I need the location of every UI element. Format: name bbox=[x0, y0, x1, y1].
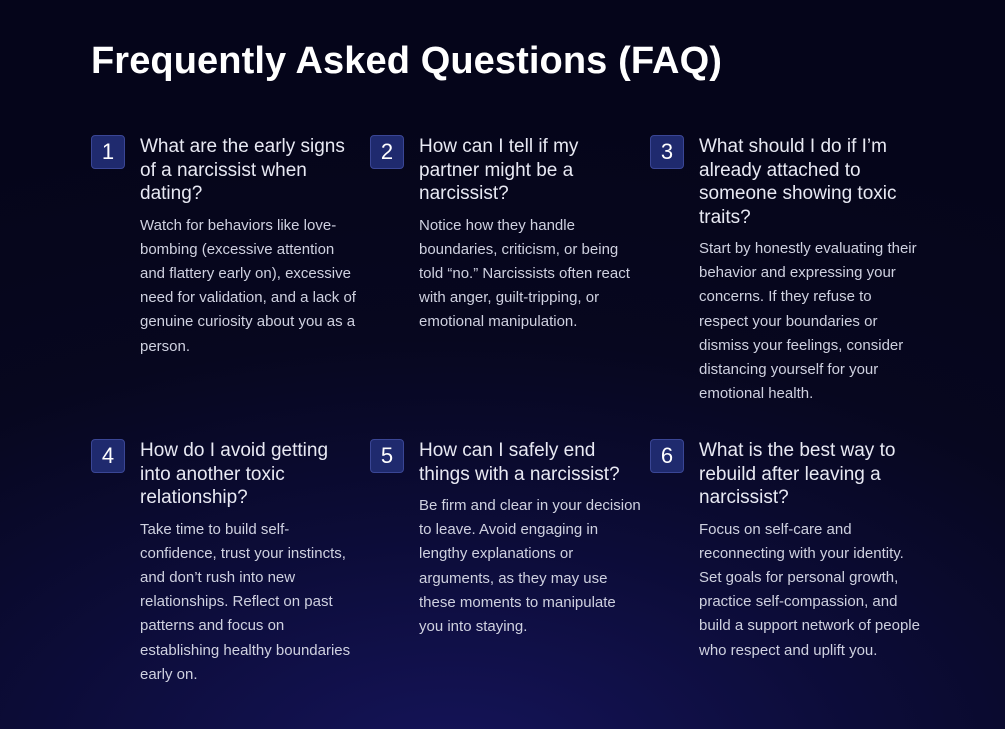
faq-number-badge: 2 bbox=[370, 135, 404, 169]
faq-answer: Focus on self-care and reconnecting with your identity. Set goals for personal growth, practice self-compassion, and build a support network of people who respect and uplift you. bbox=[699, 520, 920, 659]
faq-body bbox=[699, 135, 921, 406]
faq-body bbox=[140, 439, 362, 687]
faq-question: How can I safely end things with a narcissist? bbox=[419, 440, 620, 485]
faq-number-badge: 5 bbox=[370, 439, 404, 473]
faq-question: What should I do if I’m already attached to someone showing toxic traits? bbox=[699, 136, 897, 228]
faq-question: What are the early signs of a narcissist when dating? bbox=[140, 136, 345, 204]
page-title: Frequently Asked Questions (FAQ) bbox=[91, 40, 722, 82]
faq-body bbox=[699, 439, 921, 663]
faq-body bbox=[419, 439, 641, 639]
faq-answer: Notice how they handle boundaries, criticism, or being told “no.” Narcissists often react with anger, guilt-tripping, or emotional manipulation. bbox=[419, 216, 630, 331]
faq-number-badge: 3 bbox=[650, 135, 684, 169]
faq-number-badge: 6 bbox=[650, 439, 684, 473]
faq-question: How do I avoid getting into another toxic relationship? bbox=[140, 440, 329, 508]
faq-question: How can I tell if my partner might be a narcissist? bbox=[419, 136, 579, 204]
faq-number-badge: 1 bbox=[91, 135, 125, 169]
faq-body bbox=[140, 135, 362, 359]
faq-answer: Take time to build self-confidence, trust your instincts, and don’t rush into new relationships. Reflect on past patterns and focus on establishing healthy boundaries early on. bbox=[140, 520, 351, 683]
faq-question: What is the best way to rebuild after leaving a narcissist? bbox=[699, 440, 896, 508]
faq-answer: Watch for behaviors like love-bombing (excessive attention and flattery early on), excessive need for validation, and a lack of genuine curiosity about you as a person. bbox=[140, 216, 356, 355]
faq-number-badge: 4 bbox=[91, 439, 125, 473]
faq-body bbox=[419, 135, 641, 335]
faq-answer: Be firm and clear in your decision to leave. Avoid engaging in lengthy explanations or arguments, as they may use these moments to manipulate you into staying. bbox=[419, 497, 641, 636]
faq-answer: Start by honestly evaluating their behavior and expressing your concerns. If they refuse to respect your boundaries or dismiss your feelings, consider distancing yourself for your emotional health. bbox=[699, 240, 917, 403]
